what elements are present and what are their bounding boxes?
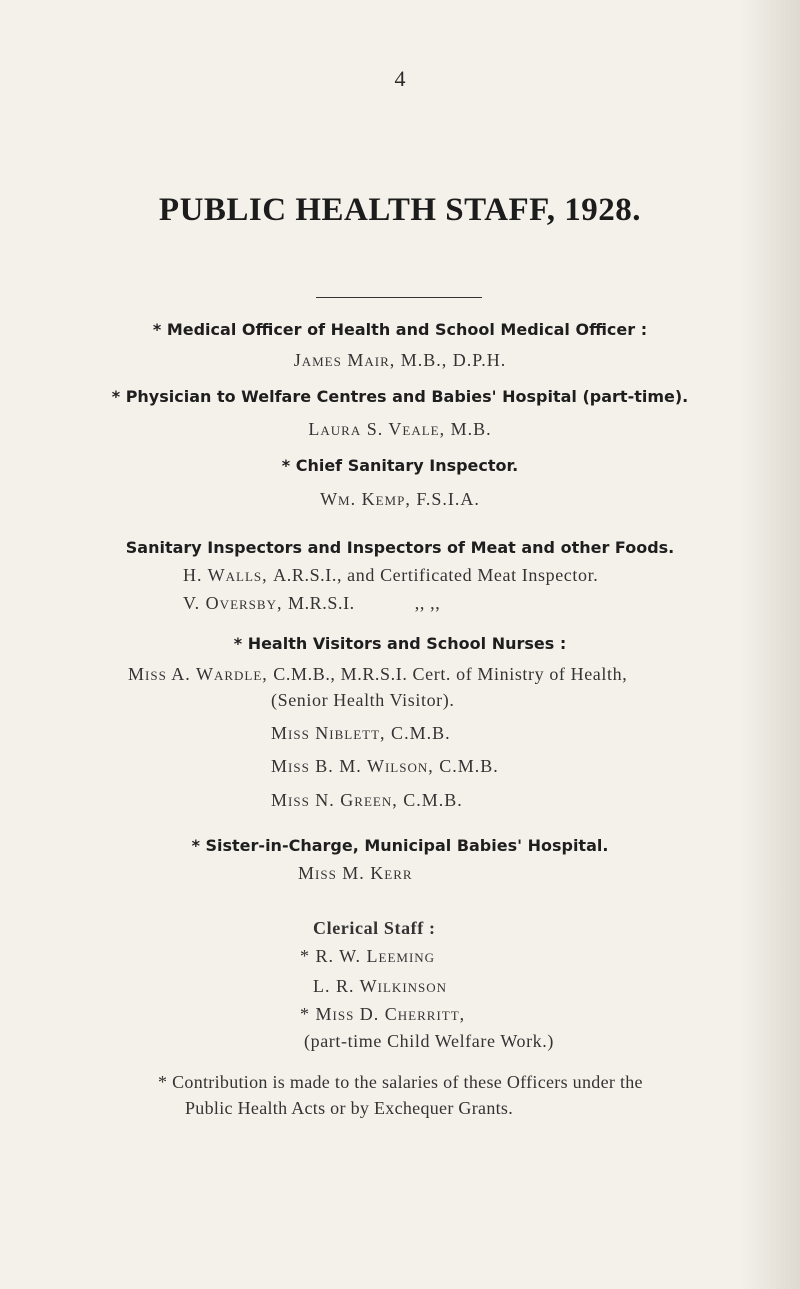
section-heading-sister: * Sister-in-Charge, Municipal Babies' Hospital. xyxy=(191,836,609,855)
staff-entry-wardle xyxy=(128,664,627,685)
staff-role-cherritt: (part-time Child Welfare Work.) xyxy=(304,1031,554,1051)
section-heading-chief-sanitary: * Chief Sanitary Inspector. xyxy=(281,456,519,475)
staff-name-wilson: Miss B. M. Wilson, C.M.B. xyxy=(271,756,499,776)
page-number: 4 xyxy=(394,66,406,91)
staff-name-kerr: Miss M. Kerr xyxy=(298,863,413,883)
title-divider xyxy=(316,297,482,298)
ditto-marks: ,, ,, xyxy=(414,593,441,613)
staff-name-walls: H. Walls, xyxy=(183,565,274,585)
section-heading-moh: * Medical Officer of Health and School Medical Officer : xyxy=(152,320,648,339)
page-title: PUBLIC HEALTH STAFF, 1928. xyxy=(158,192,642,228)
section-heading-sanitary: Sanitary Inspectors and Inspectors of Meat and other Foods. xyxy=(125,538,675,557)
section-heading-clerical: Clerical Staff : xyxy=(313,918,436,938)
staff-role-wardle: (Senior Health Visitor). xyxy=(271,690,455,710)
staff-entry-oversby xyxy=(183,593,440,614)
staff-qual-walls: A.R.S.I., and Certificated Meat Inspector. xyxy=(273,565,599,585)
section-heading-health-visitors: * Health Visitors and School Nurses : xyxy=(233,634,567,653)
staff-name-niblett: Miss Niblett, C.M.B. xyxy=(271,723,451,743)
staff-name-green: Miss N. Green, C.M.B. xyxy=(271,790,463,810)
staff-qual-wardle: C.M.B., M.R.S.I. Cert. of Ministry of Health, xyxy=(273,664,628,684)
staff-name-physician: Laura S. Veale, M.B. xyxy=(308,419,492,439)
footnote-line-1: * Contribution is made to the salaries of these Officers under the xyxy=(158,1072,643,1092)
staff-name-cherritt: * Miss D. Cherritt, xyxy=(300,1004,466,1024)
staff-name-chief-sanitary: Wm. Kemp, F.S.I.A. xyxy=(320,489,480,509)
section-heading-physician: * Physician to Welfare Centres and Babies' Hospital (part-time). xyxy=(111,387,689,406)
staff-name-moh: James Mair, M.B., D.P.H. xyxy=(293,350,507,370)
footnote-line-2: Public Health Acts or by Exchequer Grants. xyxy=(185,1098,514,1118)
staff-name-wilkinson: L. R. Wilkinson xyxy=(313,976,448,996)
staff-entry-walls xyxy=(183,565,598,586)
staff-name-leeming: * R. W. Leeming xyxy=(300,946,436,966)
staff-qual-oversby: M.R.S.I. xyxy=(287,593,355,613)
staff-name-oversby: V. Oversby, xyxy=(183,593,288,613)
staff-name-wardle: Miss A. Wardle, xyxy=(128,664,274,684)
